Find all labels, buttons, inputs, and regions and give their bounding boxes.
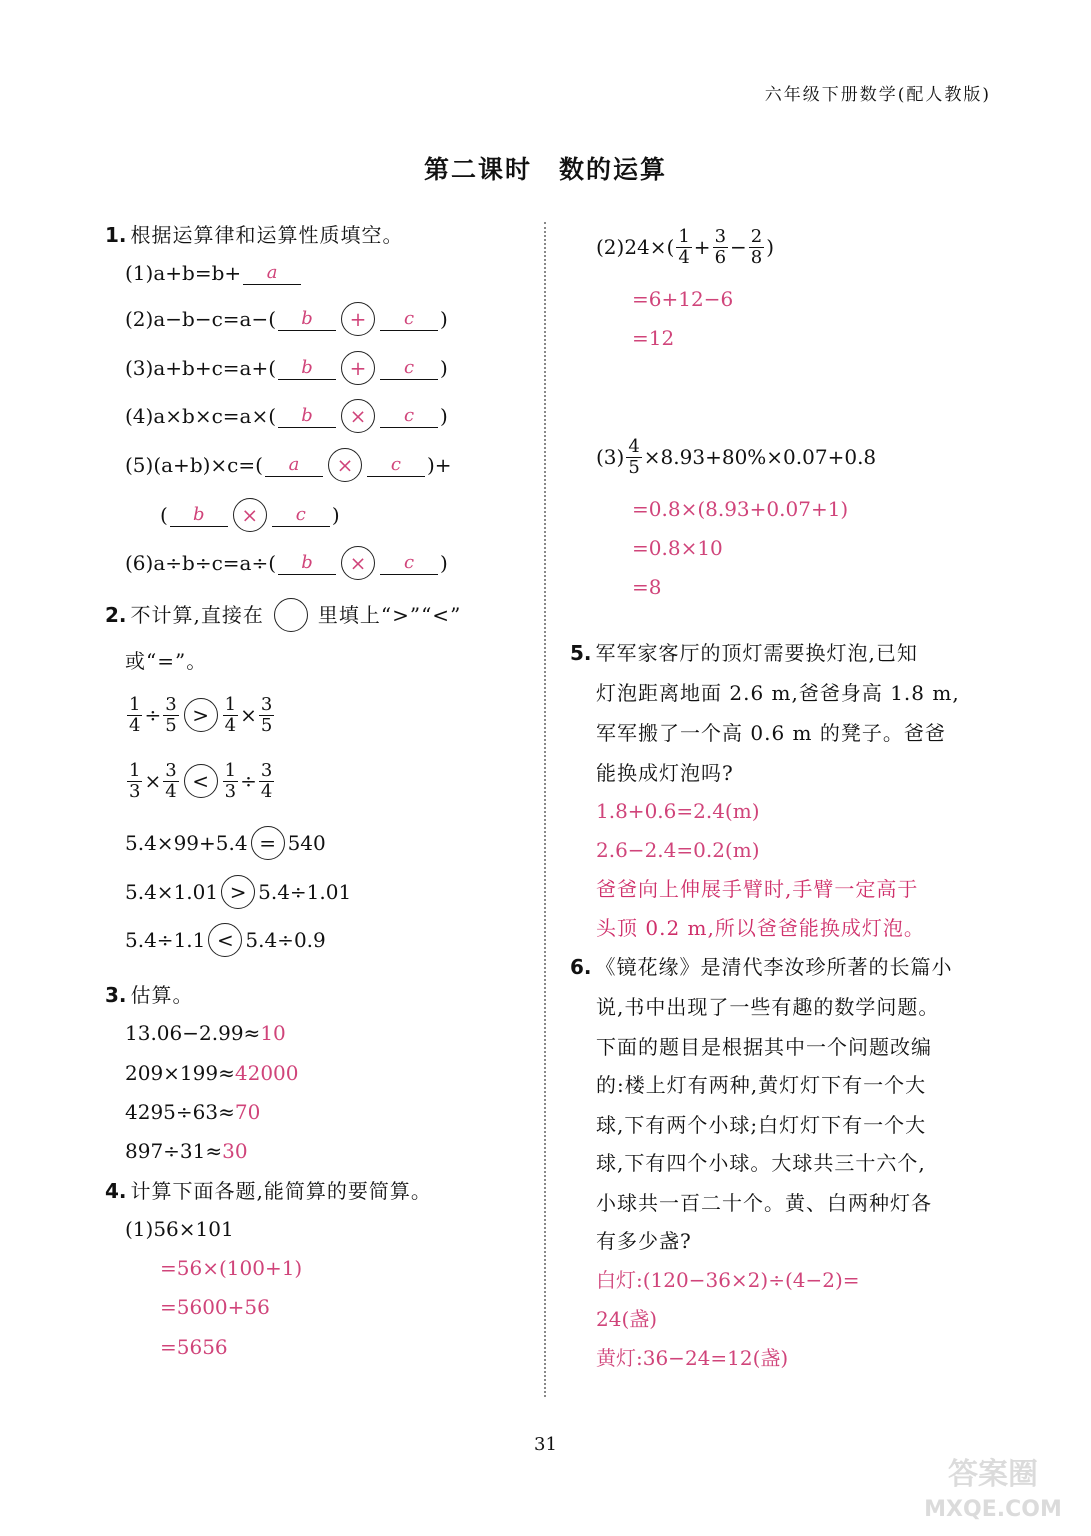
q1-l4-expr: (4)a×b×c=a×(	[125, 404, 277, 428]
q1-l5-close-plus: )+	[426, 453, 452, 477]
q1-l2-op-circle[interactable]: +	[341, 302, 375, 336]
numerator: 3	[165, 693, 177, 715]
q1-l1-expr: (1)a+b=b+	[125, 261, 242, 285]
watermark-logo	[913, 1452, 1073, 1524]
q3-answer: 10	[260, 1021, 286, 1045]
denominator: 4	[260, 780, 273, 802]
fraction	[749, 227, 764, 268]
q4-p3-expr: ×8.93+80%×0.07+0.8	[643, 445, 877, 469]
q2-r5-answer-circle[interactable]: <	[208, 923, 242, 957]
q5-text: 灯泡距离地面 2.6 m,爸爸身高 1.8 m,	[596, 681, 960, 705]
numerator: 1	[129, 759, 141, 781]
q6-answer: 白灯:(120−36×2)÷(4−2)=	[596, 1268, 860, 1292]
column-divider	[544, 222, 546, 1397]
q1-l4-op-circle[interactable]: ×	[341, 399, 375, 433]
numerator: 2	[750, 225, 763, 247]
empty-circle-icon	[274, 598, 308, 632]
q3-expr: 209×199≈	[125, 1061, 235, 1085]
denominator: 5	[260, 714, 273, 736]
q2-r4-right: 5.4÷1.01	[258, 880, 352, 904]
fraction	[626, 437, 641, 478]
q2-row-4	[125, 875, 351, 909]
q2-prompt-b: 里填上“>”“<”	[317, 603, 462, 627]
operator: ×	[240, 703, 257, 727]
fraction	[163, 695, 178, 736]
q1-l1-blank[interactable]: a	[243, 262, 301, 285]
q2-prompt-c: 或“=”。	[125, 649, 208, 673]
numerator: 3	[165, 759, 177, 781]
q2-r3-left: 5.4×99+5.4	[125, 831, 248, 855]
q5-number: 5.	[570, 641, 592, 665]
q2-row-2	[125, 756, 276, 806]
q4-p3-step: =8	[632, 575, 662, 599]
q1-l4-close: )	[440, 404, 448, 428]
q6-text: 的:楼上灯有两种,黄灯灯下有一个大	[596, 1073, 927, 1097]
q1-l5b-blank-2[interactable]: c	[272, 504, 330, 527]
operator: ÷	[144, 703, 162, 727]
q6-text: 《镜花缘》是清代李汝珍所著的长篇小	[595, 955, 953, 979]
q3-answer: 30	[222, 1139, 248, 1163]
q6-line-1	[570, 952, 953, 982]
q2-r4-answer-circle[interactable]: >	[221, 875, 255, 909]
q1-l4-blank-1[interactable]: b	[278, 405, 336, 428]
q6-text: 球,下有四个小球。大球共三十六个,	[596, 1151, 926, 1175]
q2-r2-answer-circle[interactable]: <	[184, 764, 218, 798]
q1-l5-blank-2[interactable]: c	[367, 454, 425, 477]
q2-prompt-line	[105, 598, 461, 632]
q4-p3-step: =0.8×(8.93+0.07+1)	[632, 497, 849, 521]
operator: +	[693, 235, 711, 259]
q1-l3-close: )	[440, 356, 448, 380]
q4-prompt-line	[105, 1176, 432, 1206]
operator: ÷	[240, 769, 257, 793]
q5-answer: 2.6−2.4=0.2(m)	[596, 838, 760, 862]
q1-l6-blank-1[interactable]: b	[278, 552, 336, 575]
fraction	[163, 761, 178, 802]
q6-text: 小球共一百二十个。黄、白两种灯各	[596, 1191, 932, 1215]
q1-number: 1.	[105, 223, 127, 247]
q1-item-1	[125, 258, 303, 288]
fraction	[259, 695, 274, 736]
q4-p2-step: =6+12−6	[632, 287, 734, 311]
q1-item-5	[125, 448, 452, 482]
q6-text: 说,书中出现了一些有趣的数学问题。	[596, 995, 940, 1019]
q6-text: 有多少盏?	[596, 1229, 692, 1253]
numerator: 1	[678, 225, 690, 247]
q6-answer: 黄灯:36−24=12(盏)	[596, 1346, 789, 1370]
fraction	[127, 695, 142, 736]
q3-expr: 897÷31≈	[125, 1139, 223, 1163]
q4-p2-close: )	[766, 235, 775, 259]
q1-l5b-close: )	[331, 503, 340, 527]
q6-text: 下面的题目是根据其中一个问题改编	[596, 1035, 932, 1059]
q1-item-6	[125, 546, 448, 580]
q1-prompt: 根据运算律和运算性质填空。	[130, 223, 404, 247]
q1-l5-expr: (5)(a+b)×c=(	[125, 453, 263, 477]
q4-p2-step: =12	[632, 326, 675, 350]
book-header: 六年级下册数学(配人教版)	[764, 85, 991, 105]
q1-item-2	[125, 302, 448, 336]
fraction	[223, 695, 238, 736]
q3-number: 3.	[105, 983, 127, 1007]
q1-l5b-open: (	[160, 503, 168, 527]
q1-item-4	[125, 399, 448, 433]
q2-row-3	[125, 826, 326, 860]
denominator: 3	[224, 780, 237, 802]
q1-l2-close: )	[440, 307, 448, 331]
q1-l4-blank-2[interactable]: c	[380, 405, 438, 428]
q1-l3-expr: (3)a+b+c=a+(	[125, 356, 277, 380]
q4-number: 4.	[105, 1179, 127, 1203]
q3-row	[125, 1018, 286, 1048]
q3-answer: 42000	[234, 1061, 299, 1085]
denominator: 8	[750, 246, 763, 268]
q4-p3-prefix: (3)	[596, 445, 625, 469]
q1-l2-blank-1[interactable]: b	[278, 308, 336, 331]
q2-r1-answer-circle[interactable]: >	[184, 698, 218, 732]
q4-p1-step: =5600+56	[160, 1295, 270, 1319]
denominator: 4	[165, 780, 177, 802]
numerator: 1	[129, 693, 141, 715]
page-number: 31	[534, 1434, 557, 1455]
q4-part-2	[596, 222, 774, 272]
q2-number: 2.	[105, 603, 127, 627]
q4-p3-step: =0.8×10	[632, 536, 723, 560]
numerator: 3	[714, 225, 727, 247]
q3-expr: 13.06−2.99≈	[125, 1021, 261, 1045]
q4-part-1	[125, 1214, 234, 1244]
q1-l2-expr: (2)a−b−c=a−(	[125, 307, 277, 331]
q4-prompt: 计算下面各题,能简算的要简算。	[130, 1179, 432, 1203]
q4-p1-expr: (1)56×101	[125, 1217, 234, 1241]
denominator: 5	[165, 714, 177, 736]
watermark-text: 答案圈	[948, 1457, 1038, 1492]
q1-l2-blank-2[interactable]: c	[380, 308, 438, 331]
q1-l5b-op-circle[interactable]: ×	[233, 498, 267, 532]
q5-text: 军军搬了一个高 0.6 m 的凳子。爸爸	[596, 721, 946, 745]
denominator: 5	[628, 456, 640, 478]
q5-line-1	[570, 638, 918, 668]
fraction	[259, 761, 274, 802]
q5-text: 军军家客厅的顶灯需要换灯泡,已知	[595, 641, 918, 665]
fraction	[223, 761, 238, 802]
q3-expr: 4295÷63≈	[125, 1100, 235, 1124]
q1-l5b-blank-1[interactable]: b	[170, 504, 228, 527]
q3-prompt-line	[105, 980, 194, 1010]
q1-item-3	[125, 351, 448, 385]
q2-row-5	[125, 923, 326, 957]
q3-row	[125, 1136, 248, 1166]
q1-l6-expr: (6)a÷b÷c=a÷(	[125, 551, 277, 575]
page-title: 第二课时 数的运算	[423, 155, 667, 184]
q3-answer: 70	[234, 1100, 261, 1124]
q1-l5-op-circle[interactable]: ×	[328, 448, 362, 482]
q3-row	[125, 1058, 299, 1088]
q2-r4-left: 5.4×1.01	[125, 880, 219, 904]
fraction	[713, 227, 728, 268]
operator: −	[730, 235, 747, 259]
denominator: 3	[129, 780, 141, 802]
watermark-url: MXQE.COM	[924, 1497, 1062, 1522]
operator: ×	[144, 769, 162, 793]
q4-p1-step: =5656	[160, 1335, 228, 1359]
numerator: 3	[260, 759, 273, 781]
denominator: 4	[678, 246, 690, 268]
denominator: 6	[714, 246, 727, 268]
q4-p1-step: =56×(100+1)	[160, 1256, 303, 1280]
q6-text: 球,下有两个小球;白灯灯下有一个大	[596, 1113, 927, 1137]
q1-l6-blank-2[interactable]: c	[380, 552, 438, 575]
q5-text: 能换成灯泡吗?	[596, 761, 734, 785]
q2-r5-left: 5.4÷1.1	[125, 928, 206, 952]
q1-prompt-line	[105, 220, 404, 250]
q2-prompt-line-2	[125, 646, 207, 676]
q1-l5-blank-1[interactable]: a	[265, 454, 323, 477]
q2-row-1	[125, 690, 276, 740]
q1-l3-blank-1[interactable]: b	[278, 357, 336, 380]
q1-l6-op-circle[interactable]: ×	[341, 546, 375, 580]
numerator: 4	[628, 435, 640, 457]
fraction	[676, 227, 691, 268]
denominator: 4	[129, 714, 141, 736]
numerator: 1	[224, 693, 237, 715]
q2-r5-right: 5.4÷0.9	[245, 928, 326, 952]
q1-l3-blank-2[interactable]: c	[380, 357, 438, 380]
q1-l6-close: )	[440, 551, 448, 575]
q2-r3-right: 540	[287, 831, 326, 855]
q4-p2-prefix: (2)24×(	[596, 235, 675, 259]
fraction	[127, 761, 142, 802]
q1-item-5-cont	[160, 498, 340, 532]
q2-prompt-a: 不计算,直接在	[130, 603, 264, 627]
q5-answer: 爸爸向上伸展手臂时,手臂一定高于	[596, 877, 919, 901]
q1-l3-op-circle[interactable]: +	[341, 351, 375, 385]
q3-prompt: 估算。	[130, 983, 194, 1007]
numerator: 1	[224, 759, 237, 781]
q2-r3-answer-circle[interactable]: =	[251, 826, 285, 860]
denominator: 4	[224, 714, 237, 736]
q4-part-3	[596, 432, 876, 482]
q6-answer: 24(盏)	[596, 1307, 658, 1331]
q3-row	[125, 1097, 260, 1127]
q5-answer: 头顶 0.2 m,所以爸爸能换成灯泡。	[596, 916, 925, 940]
numerator: 3	[260, 693, 273, 715]
q6-number: 6.	[570, 955, 592, 979]
q5-answer: 1.8+0.6=2.4(m)	[596, 799, 760, 823]
